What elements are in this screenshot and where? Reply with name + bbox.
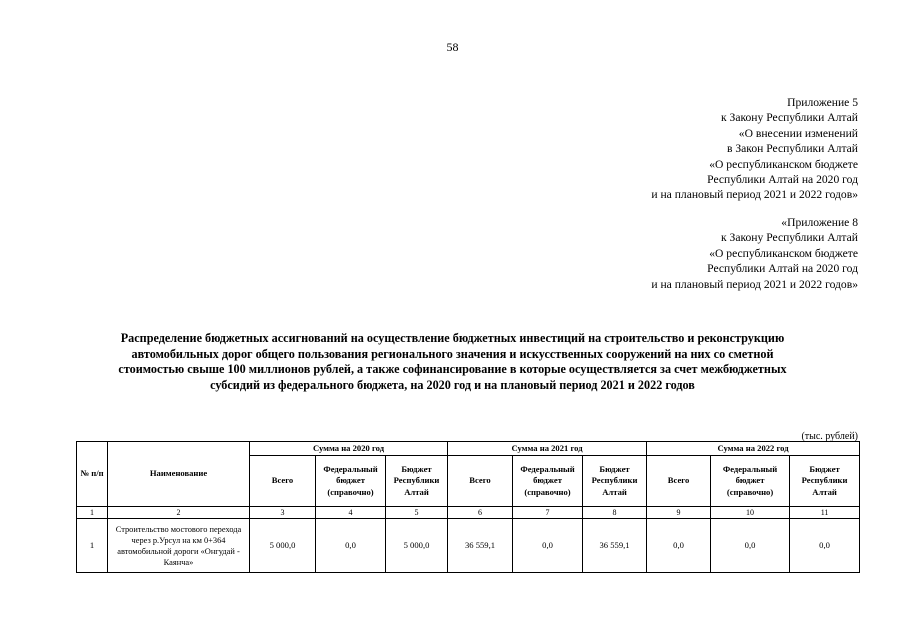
column-number: 4: [316, 507, 386, 519]
value-2022-total: 0,0: [647, 519, 711, 573]
header-federal: Федеральный бюджет (справочно): [513, 456, 583, 507]
annex-line: Республики Алтай на 2020 год: [707, 262, 858, 276]
column-number: 8: [583, 507, 647, 519]
annex-line: «Приложение 8: [781, 216, 858, 229]
header-total: Всего: [250, 456, 316, 507]
header-no: № п/п: [77, 442, 108, 507]
column-number: 2: [108, 507, 250, 519]
title-line: субсидий из федерального бюджета, на 2020 год и на плановый период 2021 и 2022 годов: [210, 377, 695, 392]
annex-line: Республики Алтай на 2020 год: [707, 173, 858, 187]
value-2022-federal: 0,0: [711, 519, 790, 573]
value-2022-republic: 0,0: [790, 519, 860, 573]
header-year-2021: Сумма на 2021 год: [448, 442, 647, 456]
header-year-2020: Сумма на 2020 год: [250, 442, 448, 456]
annex-line: «О внесении изменений: [738, 126, 858, 140]
column-number: 3: [250, 507, 316, 519]
budget-table: [76, 441, 860, 573]
annex-line: «О республиканском бюджете: [709, 246, 858, 260]
value-2020-federal: 0,0: [316, 519, 386, 573]
value-2021-federal: 0,0: [513, 519, 583, 573]
row-name: Строительство мостового перехода через р.Урсул на км 0+364 автомобильной дороги «Онгудай - Каянча»: [108, 519, 250, 573]
annex-5-caption: [558, 95, 858, 203]
annex-line: и на плановый период 2021 и 2022 годов»: [651, 188, 858, 202]
column-number: 10: [711, 507, 790, 519]
value-2021-republic: 36 559,1: [583, 519, 647, 573]
table-row: [77, 519, 860, 573]
annex-line: к Закону Республики Алтай: [720, 111, 858, 125]
value-2020-total: 5 000,0: [250, 519, 316, 573]
column-number: 9: [647, 507, 711, 519]
title-line: Распределение бюджетных ассигнований на осуществление бюджетных инвестиций на строительство и реконструкцию: [120, 331, 785, 345]
column-number: 6: [448, 507, 513, 519]
row-no: 1: [77, 519, 108, 573]
value-2021-total: 36 559,1: [448, 519, 513, 573]
header-republic: Бюджет Республики Алтай: [583, 456, 647, 507]
annex-line: «О республиканском бюджете: [709, 157, 858, 171]
title-line: автомобильных дорог общего пользования регионального значения и искусственных сооружений на них со сметной: [131, 346, 774, 361]
annex-8-caption: [558, 215, 858, 292]
header-year-2022: Сумма на 2022 год: [647, 442, 860, 456]
column-number: 1: [77, 507, 108, 519]
column-number: 11: [790, 507, 860, 519]
header-total: Всего: [647, 456, 711, 507]
header-republic: Бюджет Республики Алтай: [790, 456, 860, 507]
value-2020-republic: 5 000,0: [386, 519, 448, 573]
header-federal: Федеральный бюджет (справочно): [711, 456, 790, 507]
annex-line: и на плановый период 2021 и 2022 годов»: [651, 277, 858, 291]
header-federal: Федеральный бюджет (справочно): [316, 456, 386, 507]
table-header-group-row: [77, 442, 860, 456]
page-number: 58: [446, 40, 459, 54]
annex-line: в Закон Республики Алтай: [726, 142, 858, 156]
document-title: [60, 331, 845, 393]
title-line: стоимостью свыше 100 миллионов рублей, а также софинансирование в которые осуществляется за счет межбюджетных: [118, 362, 787, 376]
header-name: Наименование: [108, 442, 250, 507]
column-number: 7: [513, 507, 583, 519]
annex-line: Приложение 5: [787, 96, 858, 109]
units-label: (тыс. рублей): [801, 431, 858, 442]
column-number-row: [77, 507, 860, 519]
header-republic: Бюджет Республики Алтай: [386, 456, 448, 507]
column-number: 5: [386, 507, 448, 519]
header-total: Всего: [448, 456, 513, 507]
annex-line: к Закону Республики Алтай: [720, 231, 858, 245]
